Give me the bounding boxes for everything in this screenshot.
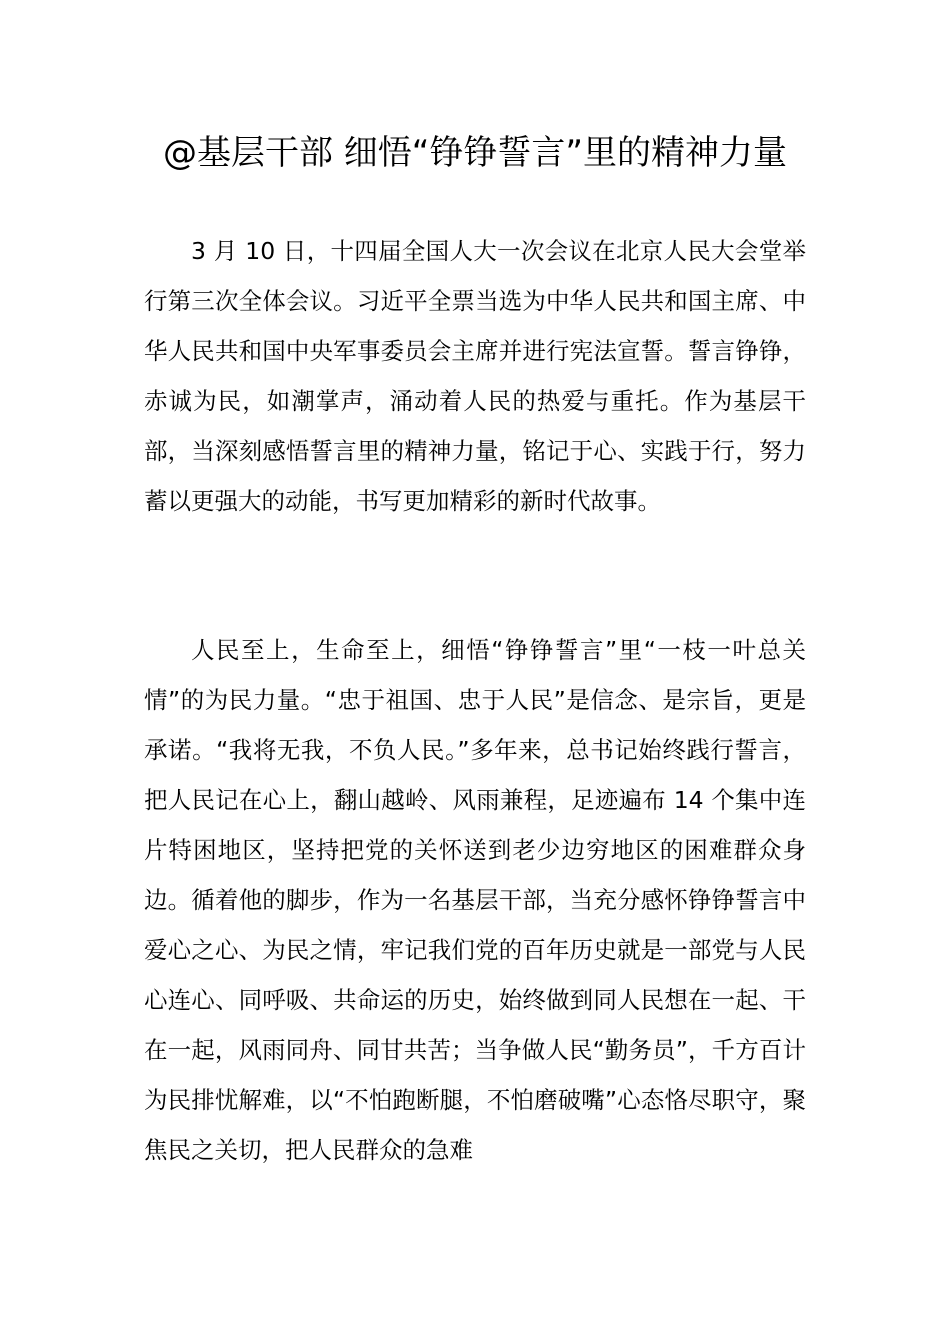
- paragraph-2: 人民至上，生命至上，细悟“铮铮誓言”里“一枝一叶总关情”的为民力量。“忠于祖国、忠于人民”是信念、是宗旨，更是承诺。“我将无我，不负人民。”多年来，总书记始终践行誓言，把人民记在心上，翻山越岭、风雨兼程，足迹遍布 14 个集中连片特困地区，坚持把党的关怀送到老少边穷地区的困难群众身边。循着他的脚步，作为一名基层干部，当充分感怀铮铮誓言中爱心之心、为民之情，牢记我们党的百年历史就是一部党与人民心连心、同呼吸、共命运的历史，始终做到同人民想在一起、干在一起，风雨同舟、同甘共苦；当争做人民“勤务员”，千方百计为民排忧解难，以“不怕跑断腿，不怕磨破嘴”心态恪尽职守，聚焦民之关切，把人民群众的急难: [144, 636, 806, 1164]
- paragraph-1: 3 月 10 日，十四届全国人大一次会议在北京人民大会堂举行第三次全体会议。习近平全票当选为中华人民共和国主席、中华人民共和国中央军事委员会主席并进行宪法宣誓。誓言铮铮，赤诚为民，如潮掌声，涌动着人民的热爱与重托。作为基层干部，当深刻感悟誓言里的精神力量，铭记于心、实践于行，努力蓄以更强大的动能，书写更加精彩的新时代故事。: [144, 237, 806, 515]
- document-title: @基层干部 细悟“铮铮誓言”里的精神力量: [162, 133, 788, 173]
